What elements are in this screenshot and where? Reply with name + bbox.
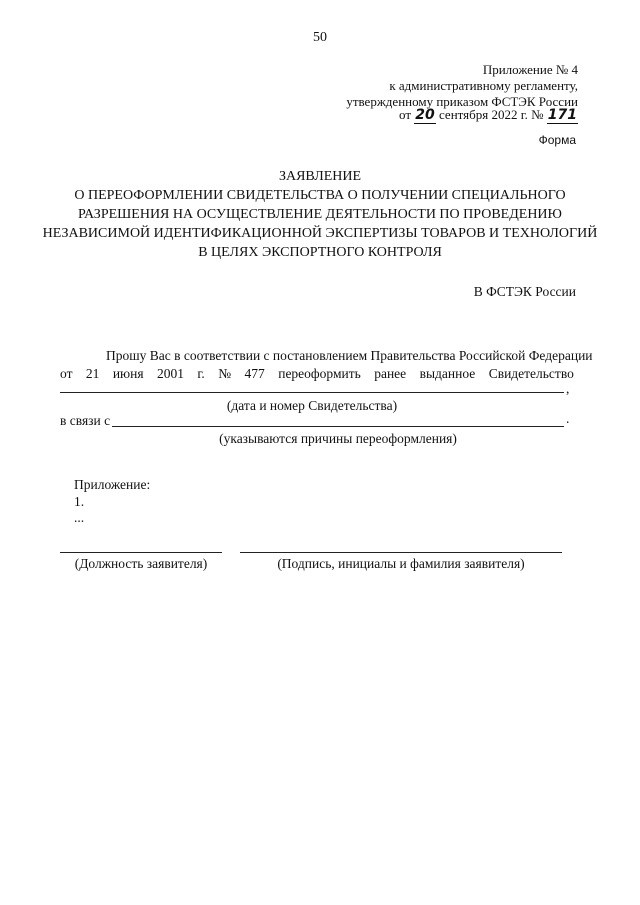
- signature-caption: (Подпись, инициалы и фамилия заявителя): [277, 556, 525, 571]
- date-prefix: от: [399, 107, 412, 122]
- attachments-label: Приложение:: [74, 477, 151, 492]
- handwritten-day: 20: [415, 107, 435, 123]
- document-title: [40, 167, 600, 262]
- reason-blank-line[interactable]: [112, 426, 564, 427]
- page-number: 50: [313, 30, 327, 45]
- appendix-number: Приложение № 4: [482, 62, 578, 77]
- appendix-regulation: к административному регламенту,: [389, 78, 578, 93]
- attachment-item-1: 1.: [74, 494, 85, 509]
- reason-prefix: в связи с: [60, 413, 111, 428]
- title-line-1: ЗАЯВЛЕНИЕ: [278, 169, 362, 184]
- body-word: 477: [244, 366, 265, 381]
- form-label: Форма: [538, 133, 576, 147]
- body-text-line-1: Прошу Вас в соответствии с постановлением Правительства Российской Федерации: [106, 348, 593, 363]
- title-line-3: РАЗРЕШЕНИЯ НА ОСУЩЕСТВЛЕНИЕ ДЕЯТЕЛЬНОСТИ ПО ПРОВЕДЕНИЮ: [78, 207, 562, 222]
- reason-period: .: [566, 411, 570, 426]
- body-word: 2001: [157, 366, 184, 381]
- title-line-2: О ПЕРЕОФОРМЛЕНИИ СВИДЕТЕЛЬСТВА О ПОЛУЧЕНИИ СПЕЦИАЛЬНОГО: [74, 188, 566, 203]
- body-word: г.: [197, 366, 205, 381]
- body-word: Свидетельство: [488, 366, 574, 381]
- attachment-more: ...: [74, 510, 85, 525]
- certificate-caption: (дата и номер Свидетельства): [226, 398, 398, 413]
- reason-caption: (указываются причины переоформления): [219, 431, 457, 446]
- body-word: ранее: [374, 366, 407, 381]
- addressee: В ФСТЭК России: [473, 284, 576, 299]
- position-blank-line[interactable]: [60, 552, 222, 553]
- date-rest: сентября 2022 г. №: [439, 107, 544, 122]
- body-word: выданное: [419, 366, 476, 381]
- body-word: июня: [112, 366, 144, 381]
- body-text-line-2: [60, 366, 574, 382]
- certificate-blank-line[interactable]: [60, 392, 564, 393]
- appendix-date-line: [399, 107, 578, 124]
- position-caption: (Должность заявителя): [74, 556, 208, 571]
- body-word: от: [60, 366, 73, 381]
- appendix-approval: утвержденному приказом ФСТЭК России: [346, 94, 578, 109]
- body-word: №: [218, 366, 232, 381]
- body-word: переоформить: [278, 366, 361, 381]
- certificate-comma: ,: [566, 381, 570, 396]
- handwritten-order-number: 171: [547, 107, 577, 123]
- title-line-4: НЕЗАВИСИМОЙ ИДЕНТИФИКАЦИОННОЙ ЭКСПЕРТИЗЫ ТОВАРОВ И ТЕХНОЛОГИЙ: [42, 226, 598, 241]
- signature-blank-line[interactable]: [240, 552, 562, 553]
- body-word: 21: [85, 366, 100, 381]
- title-line-5: В ЦЕЛЯХ ЭКСПОРТНОГО КОНТРОЛЯ: [198, 245, 442, 260]
